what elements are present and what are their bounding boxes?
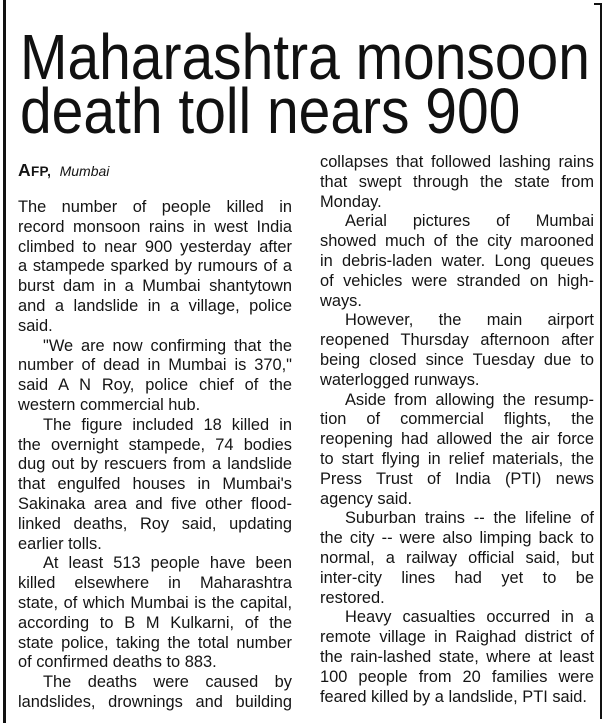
text-line: that engulfed houses in Mumbai's — [18, 475, 292, 494]
paragraph — [18, 337, 292, 416]
body-column-right — [320, 153, 594, 707]
text-line: However, the main airport — [345, 311, 594, 330]
text-line: burst dam in a Mumbai shantytown — [18, 277, 292, 296]
text-line: remote village in Raighad district of — [320, 628, 594, 647]
text-line: agency said. — [320, 489, 413, 508]
text-line: normal, a railway official said, but — [320, 548, 594, 567]
headline-line-2: death toll nears 900 — [20, 75, 521, 147]
text-line: 100 people from 20 families were — [320, 667, 594, 686]
paragraph — [320, 391, 594, 510]
text-line: linked deaths, Roy said, updating — [18, 514, 292, 533]
text-line: in debris-laden water. Long queues — [320, 251, 594, 270]
text-line: At least 513 people have been — [43, 554, 292, 573]
paragraph — [320, 509, 594, 608]
text-line: state police, taking the total number — [18, 633, 292, 652]
text-line: The number of people killed in — [18, 198, 292, 216]
text-line: to start flying in relief materials, the — [320, 449, 594, 468]
text-line: Sakinaka area and five other flood- — [18, 494, 292, 513]
text-line: Press Trust of India (PTI) news — [320, 469, 594, 488]
text-line: according to B M Kulkarni, of the — [18, 613, 292, 632]
text-line: restored. — [320, 588, 385, 607]
text-line: climbed to near 900 yesterday after — [18, 237, 292, 256]
text-line: The deaths were caused by — [43, 673, 292, 692]
text-line: Suburban trains -- the lifeline of — [345, 509, 594, 528]
text-line: state, of which Mumbai is the capital, — [18, 593, 292, 612]
text-line: being closed since Tuesday due to — [320, 350, 594, 369]
text-line: "We are now confirming that the — [43, 336, 292, 355]
text-line: Heavy casualties occurred in a — [345, 608, 594, 627]
paragraph — [320, 608, 594, 707]
text-line: Monday. — [320, 192, 382, 211]
paragraph — [18, 416, 292, 555]
clipping-border-right — [600, 3, 602, 719]
clipping-border-corner — [594, 3, 602, 5]
byline-agency: AFP, — [18, 160, 52, 180]
paragraph — [18, 673, 292, 713]
paragraph — [18, 554, 292, 673]
text-line: ways. — [320, 291, 362, 310]
text-line: record monsoon rains in west India — [18, 217, 292, 236]
text-line: killed elsewhere in Maharashtra — [18, 574, 292, 593]
headline — [20, 21, 590, 147]
text-line: earlier tolls. — [18, 534, 102, 553]
text-line: of confirmed deaths to 883. — [18, 653, 217, 672]
paragraph-continued — [320, 153, 594, 212]
text-line: the rain-lashed state, where at least — [320, 647, 594, 666]
text-line: said A N Roy, police chief of the — [18, 376, 292, 395]
text-line: of vehicles were stranded on high- — [320, 271, 594, 290]
paragraph — [320, 311, 594, 390]
text-line: a stampede sparked by rumours of a — [18, 257, 292, 276]
text-line: the city -- were also limping back to — [320, 529, 594, 548]
text-line: reopened Thursday afternoon after — [320, 331, 594, 350]
text-line: Aside from allowing the resump- — [345, 390, 594, 409]
text-line: that swept through the state from — [320, 172, 594, 191]
clipping-border-left — [3, 0, 6, 723]
text-line: waterlogged runways. — [320, 370, 480, 389]
text-line: Aerial pictures of Mumbai — [345, 212, 594, 231]
text-line: dug out by rescuers from a landslide — [18, 455, 292, 474]
text-line: landslides, drownings and building — [18, 692, 292, 711]
text-line: feared killed by a landslide, PTI said. — [320, 687, 587, 706]
headline-line-1: Maharashtra monsoon — [20, 21, 590, 93]
text-line: said. — [18, 316, 53, 335]
text-line: tion of commercial flights, the — [320, 410, 594, 429]
byline-location: Mumbai — [59, 163, 110, 179]
text-line: western commercial hub. — [18, 395, 201, 414]
text-line: inter-city lines had yet to be — [320, 568, 594, 587]
text-line: and a landslide in a village, police — [18, 296, 292, 315]
text-line: reopening had allowed the air force — [320, 430, 594, 449]
byline — [18, 160, 109, 182]
text-line: the overnight stampede, 74 bodies — [18, 435, 292, 454]
paragraph — [320, 212, 594, 311]
text-line: The figure included 18 killed in — [43, 415, 292, 434]
text-line: showed much of the city marooned — [320, 232, 594, 251]
text-line: number of dead in Mumbai is 370," — [18, 356, 292, 375]
paragraph — [18, 198, 292, 337]
text-line: collapses that followed lashing rains — [320, 153, 594, 171]
body-column-left — [18, 198, 292, 713]
